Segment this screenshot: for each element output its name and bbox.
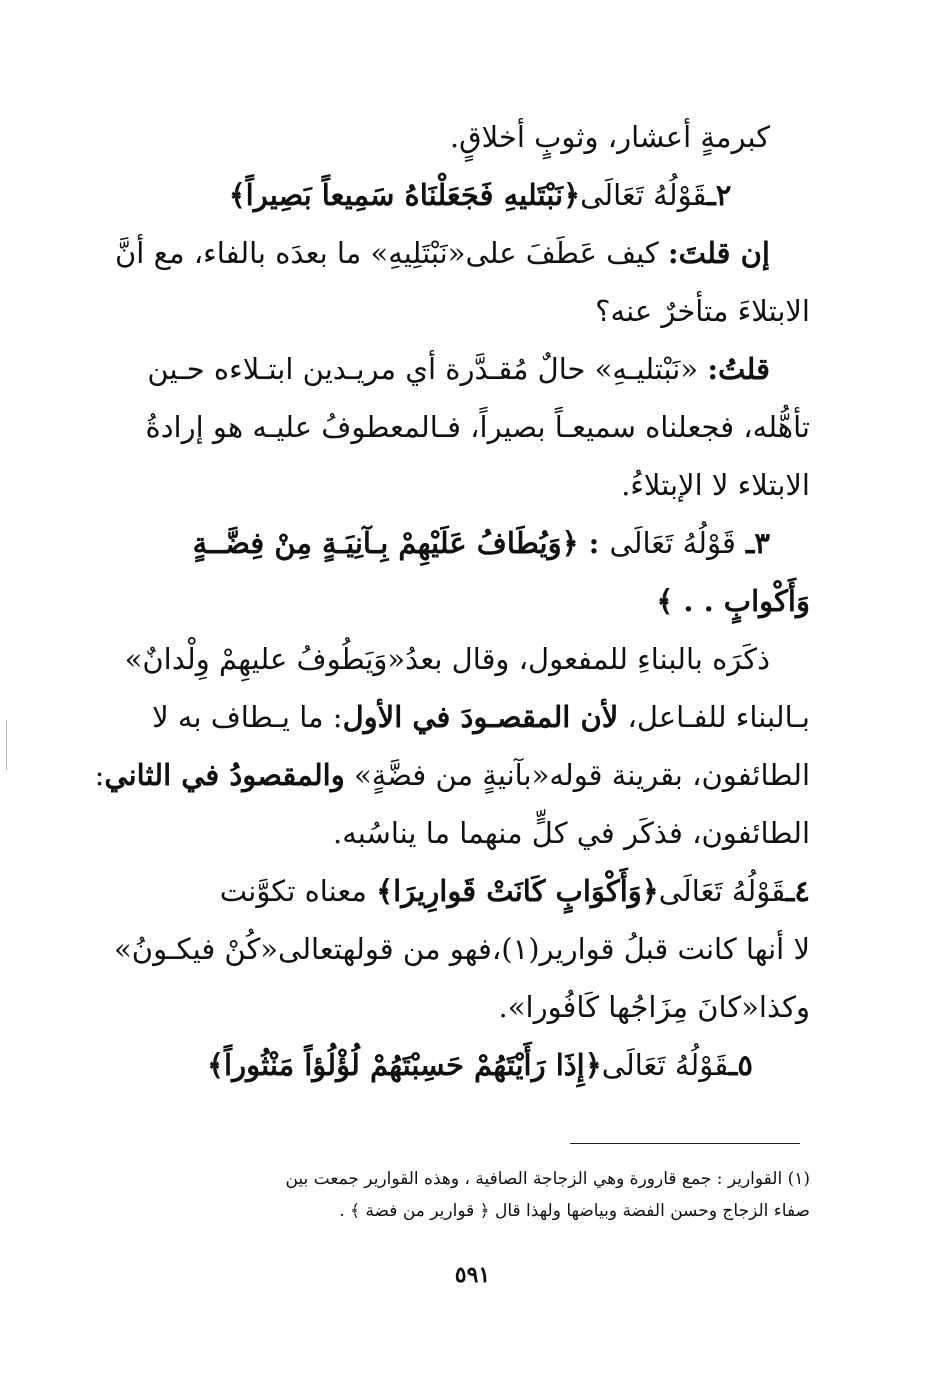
i-say-label: قلتُ: [707,352,770,386]
margin-mark [6,720,7,770]
footnote-line-2: صفاء الزجاج وحسن الفضة وبياضها ولهذا قال ﴿ قوارير من فضة ﴾ . [339,1201,810,1221]
verse-continuation: وَأَكْوابٍ . . ﴾ [656,584,810,618]
text-line-6: تأهُّله، فجعلناه سميعـاً بصيراً، فـالمعطوفُ عليـه هو إرادةُ [145,410,810,444]
text-line-10: ذكَرَه بالبناءِ للمفعول، وقال بعدُ«وَيَطُوفُ عليهِمْ وِلْدانٌ» [124,642,770,676]
text-line-5: قلتُ: «نَبْتليـهِ» حالٌ مُقـدَّرة أي مريـدين ابتـلاءه حـين [147,352,770,386]
question-heading-2: ٢ـقَوْلُهُ تَعَالَى﴿نَبْتَليهِ فَجَعَلْنَاهُ سَمِيعاً بَصِيراً﴾ [228,178,732,212]
question-heading-3: ٣ـ قَوْلُهُ تَعَالَى : ﴿وَيُطَافُ عَلَيْهِمْ بِـآنِيَـةٍ مِنْ فِضَّــةٍ [192,526,770,560]
question-heading-4: ٤ـقَوْلُهُ تَعَالَى﴿وَأَكْوَابٍ كَانَتْ قَوارِيرَا﴾ معناه تكوَّنت [219,874,810,908]
main-text [94,108,810,1094]
footnote-line-1: (١) القوارير : جمع قارورة وهي الزجاجة الصافية ، وهذه القوارير جمعت بين [285,1169,810,1189]
text-line-4: الابتلاءَ متأخرٌ عنه؟ [595,294,810,328]
if-you-say-label: إن قلتَ: [667,236,770,270]
text-line-11: بـالبناء للفـاعل، لأن المقصـودَ في الأول: ما يـطاف به لا [152,700,810,734]
question-heading-5: ٥ـقَوْلُهُ تَعَالَى﴿إِذَا رَأَيْتَهُمْ حَسِبْتَهُمْ لُؤْلُؤاً مَنْثُوراً﴾ [207,1048,753,1082]
footnote-separator [570,1143,800,1144]
footnotes [160,1163,810,1227]
page-number: ٥٩١ [454,1262,491,1288]
text-line-1: كبرمةٍ أعشار، وثوبٍ أخلاقٍ. [449,120,770,154]
text-line-15: لا أنها كانت قبلُ قوارير(١)،فهو من قولهتعالى«كُنْ فيكـونُ» [114,932,810,966]
text-line-16: وكذا«كانَ مِزَاجُها كَافُورا». [498,990,810,1024]
text-line-13: الطائفون، فذكَر في كلٍّ منهما ما يناسُبه. [333,816,810,850]
text-line-7: الابتلاء لا الإبتلاءُ. [621,468,810,502]
text-line-12: الطائفون، بقرينة قوله«بآنيةٍ من فضَّةٍ» والمقصودُ في الثاني: [94,758,810,792]
text-line-3: إن قلتَ: كيف عَطَفَ على«نَبْتَلِيهِ» ما بعدَه بالفاء، مع أنَّ [115,236,770,270]
